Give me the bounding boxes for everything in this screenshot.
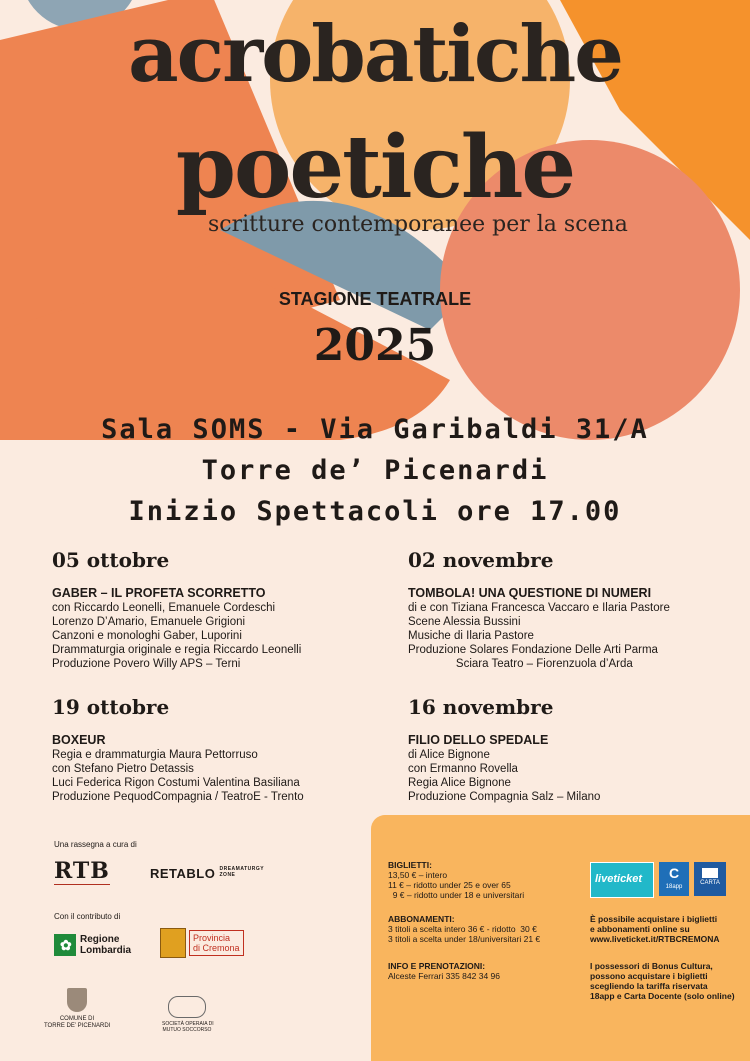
show-credit: Produzione Compagnia Salz – Milano: [408, 791, 601, 803]
info-heading: INFO E PRENOTAZIONI:: [388, 961, 486, 971]
show-credit: Drammaturgia originale e regia Riccardo Leonelli: [52, 644, 302, 656]
show-credit: Regia Alice Bignone: [408, 777, 511, 789]
show-credit: Produzione Povero Willy APS – Terni: [52, 658, 241, 670]
handshake-icon: [168, 996, 206, 1018]
show-credit: con Riccardo Leonelli, Emanuele Cordeschi: [52, 602, 276, 614]
retablo-logo-text: RETABLO: [150, 866, 216, 881]
show-credit: di e con Tiziana Francesca Vaccaro e Ilaria Pastore: [408, 602, 670, 614]
comune-logo-text: COMUNE DI TORRE DE’ PICENARDI: [44, 1016, 111, 1029]
lombardia-logo-text: Regione Lombardia: [80, 934, 132, 956]
subscription-price: 3 titoli a scelta under 18/universitari 21 €: [388, 934, 541, 944]
bonus-info: [590, 961, 735, 1001]
liveticket-logo-text: liveticket: [595, 873, 643, 885]
ticket-price: 11 € – ridotto under 25 e over 65: [388, 880, 511, 890]
show-title: GABER – IL PROFETA SCORRETTO: [52, 586, 266, 600]
show-credit: Produzione Solares Fondazione Delle Arti Parma: [408, 644, 658, 656]
bonus-line: scegliendo la tariffa riservata: [590, 981, 708, 991]
show-date: 16 novembre: [408, 695, 554, 719]
curated-by-label: Una rassegna a cura di: [54, 840, 137, 849]
show-credit: Sciara Teatro – Fiorenzuola d’Arda: [408, 658, 633, 670]
tickets-prices: [388, 860, 524, 900]
show-credit: con Stefano Pietro Detassis: [52, 763, 194, 775]
show-date: 05 ottobre: [52, 548, 170, 572]
liveticket-logo: [590, 862, 654, 898]
18app-logo-text: 18app: [665, 884, 683, 890]
rtb-logo-underline: [54, 884, 110, 885]
mutuo-logo-text: SOCIETÀ OPERAIA DI MUTUO SOCCORSO: [162, 1021, 214, 1033]
venue-town: Torre de’ Picenardi: [201, 455, 549, 486]
show-credit: Lorenzo D’Amario, Emanuele Grigioni: [52, 616, 246, 628]
ticket-price: 13,50 € – intero: [388, 870, 448, 880]
venue-address: Sala SOMS - Via Garibaldi 31/A: [101, 414, 649, 445]
rtb-logo: RTB: [54, 858, 110, 884]
bonus-line: 18app e Carta Docente (solo online): [590, 991, 735, 1001]
mutuo-soccorso-logo: [162, 996, 212, 1033]
show-title: BOXEUR: [52, 733, 106, 747]
carta-logo-text: CARTA: [700, 880, 720, 886]
online-line: e abbonamenti online su: [590, 924, 690, 934]
bonus-line: I possessori di Bonus Cultura,: [590, 961, 713, 971]
show-credit: Musiche di Ilaria Pastore: [408, 630, 534, 642]
show-date: 02 novembre: [408, 548, 554, 572]
show-credit: Produzione PequodCompagnia / TeatroE - Trento: [52, 791, 304, 803]
retablo-logo-subtext: DREAMATURGY ZONE: [219, 866, 264, 878]
subscription-price: 3 titoli a scelta intero 36 € - ridotto 30 €: [388, 924, 537, 934]
show-credit: Scene Alessia Bussini: [408, 616, 521, 628]
bonus-line: possono acquistare i biglietti: [590, 971, 708, 981]
show-credit: con Ermanno Rovella: [408, 763, 518, 775]
retablo-logo: [150, 866, 264, 881]
ticket-price: 9 € – ridotto under 18 e universitari: [388, 890, 525, 900]
18app-logo: C 18app: [659, 862, 689, 896]
online-purchase: [590, 914, 720, 944]
liveticket-link[interactable]: www.liveticket.it/RTBCREMONA: [590, 934, 720, 944]
show-title: TOMBOLA! UNA QUESTIONE DI NUMERI: [408, 586, 652, 600]
provincia-logo-text: Provincia di Cremona: [189, 930, 244, 956]
show-credit: di Alice Bignone: [408, 749, 490, 761]
provincia-shield-icon: [160, 928, 186, 958]
show-date: 19 ottobre: [52, 695, 170, 719]
carta-docente-logo: [694, 862, 726, 896]
show-4: [408, 695, 738, 804]
contribution-label: Con il contributo di: [54, 912, 121, 921]
info-booking: [388, 961, 500, 981]
comune-logo: [44, 988, 110, 1030]
online-line: È possibile acquistare i biglietti: [590, 914, 718, 924]
subscriptions: [388, 914, 540, 944]
subscriptions-heading: ABBONAMENTI:: [388, 914, 455, 924]
show-3: [52, 695, 382, 804]
title-line-2: poetiche: [175, 117, 575, 218]
lombardia-rose-icon: ✿: [54, 934, 76, 956]
venue-start-time: Inizio Spettacoli ore 17.00: [128, 496, 622, 527]
show-2: [408, 548, 738, 671]
season-year: 2025: [313, 320, 437, 371]
regione-lombardia-logo: [54, 934, 131, 956]
show-credit: Canzoni e monologhi Gaber, Luporini: [52, 630, 242, 642]
show-credit: Regia e drammaturgia Maura Pettorruso: [52, 749, 258, 761]
show-credit: Luci Federica Rigon Costumi Valentina Basiliana: [52, 777, 300, 789]
comune-crest-icon: [67, 988, 87, 1012]
show-1: [52, 548, 382, 671]
info-contact: Alceste Ferrari 335 842 34 96: [388, 971, 500, 981]
title-line-1: acrobatiche: [128, 9, 622, 100]
show-title: FILIO DELLO SPEDALE: [408, 733, 549, 747]
tickets-heading: BIGLIETTI:: [388, 860, 432, 870]
subtitle: scritture contemporanee per la scena: [208, 212, 628, 237]
provincia-cremona-logo: [160, 928, 244, 958]
season-label: STAGIONE TEATRALE: [278, 289, 472, 309]
